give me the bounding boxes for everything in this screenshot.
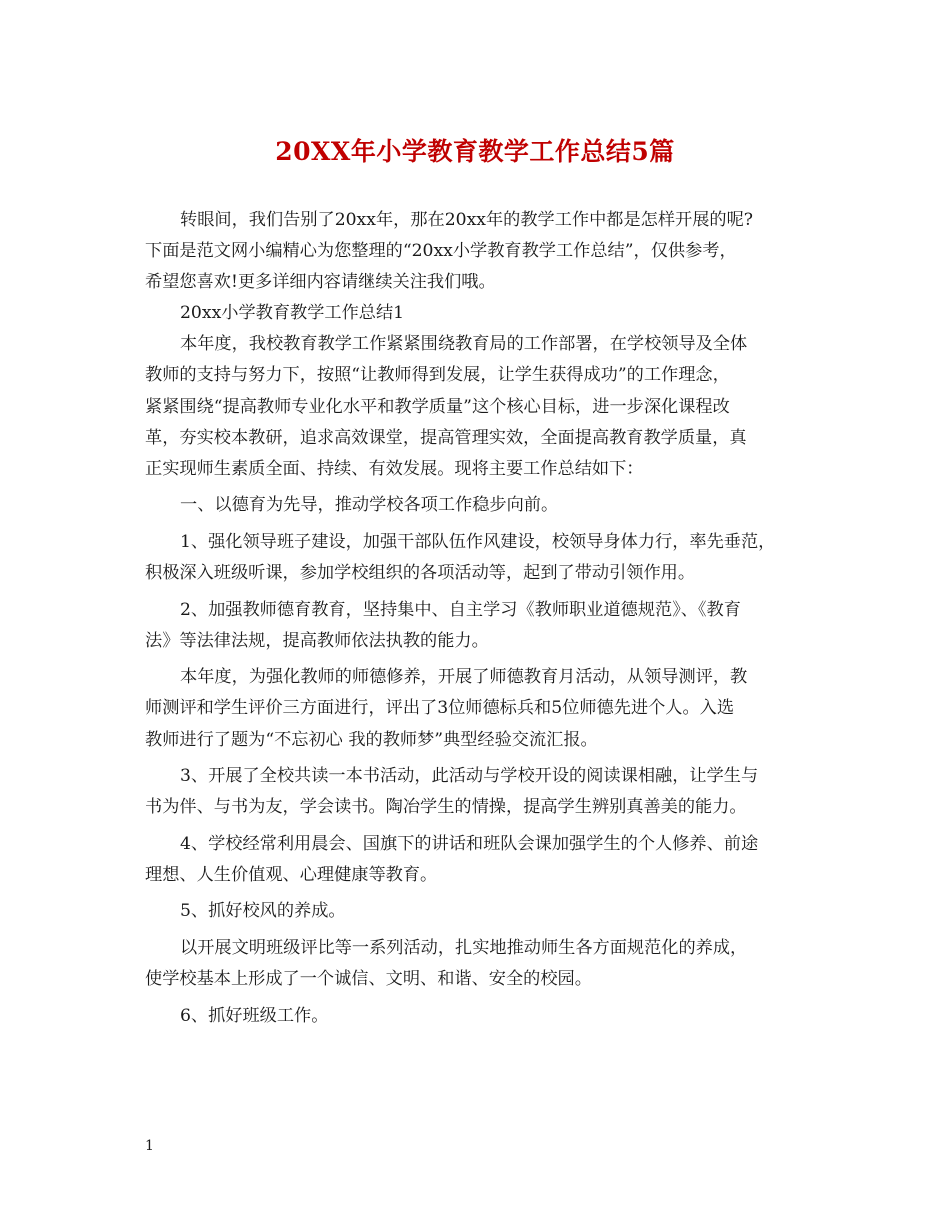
- paragraph-line: 本年度，我校教育教学工作紧紧围绕教育局的工作部署，在学校领导及全体: [180, 334, 748, 355]
- intro-line: 下面是范文网小编精心为您整理的“20xx小学教育教学工作总结”，仅供参考，: [145, 241, 737, 262]
- list-item-2: [145, 595, 815, 657]
- paragraph-line: 以开展文明班级评比等一系列活动，扎实地推动师生各方面规范化的养成，: [180, 938, 748, 959]
- intro-line: 希望您喜欢!更多详细内容请继续关注我们哦。: [145, 272, 496, 293]
- paragraph-line: 使学校基本上形成了一个诚信、文明、和谐、安全的校园。: [145, 969, 592, 990]
- paragraph-line: 革，夯实校本教研，追求高效课堂，提高管理实效，全面提高教育教学质量，真: [145, 427, 747, 448]
- list-item-4: [145, 829, 815, 891]
- list-item-3: [145, 761, 815, 823]
- paragraph-overview: [145, 329, 815, 484]
- section-heading: 20xx小学教育教学工作总结1: [180, 303, 405, 324]
- intro-paragraph: [145, 205, 815, 298]
- document-title: 20XX年小学教育教学工作总结5篇: [275, 137, 675, 166]
- paragraph-line: 积极深入班级听课，参加学校组织的各项活动等，起到了带动引领作用。: [145, 563, 696, 584]
- intro-line: 转眼间，我们告别了20xx年，那在20xx年的教学工作中都是怎样开展的呢?: [180, 210, 753, 230]
- paragraph-line: 理想、人生价值观、心理健康等教育。: [145, 864, 438, 885]
- list-item-5: 5、抓好校风的养成。: [180, 901, 346, 922]
- paragraph-line: 书为伴、与书为友，学会读书。陶冶学生的情操，提高学生辨别真善美的能力。: [145, 797, 747, 818]
- paragraph-civilized-class: [145, 933, 815, 995]
- paragraph-line: 4、学校经常利用晨会、国旗下的讲话和班队会课加强学生的个人修养、前途: [180, 833, 759, 854]
- paragraph-line: 2、加强教师德育教育，坚持集中、自主学习《教师职业道德规范》、《教育: [180, 599, 741, 620]
- paragraph-line: 教师进行了题为“不忘初心 我的教师梦”典型经验交流汇报。: [145, 729, 598, 750]
- paragraph-line: 师测评和学生评价三方面进行，评出了3位师德标兵和5位师德先进个人。入选: [145, 698, 735, 719]
- list-item-1: [145, 527, 815, 589]
- paragraph-line: 正实现师生素质全面、持续、有效发展。现将主要工作总结如下：: [145, 458, 644, 479]
- subheading-moral-education: 一、以德育为先导，推动学校各项工作稳步向前。: [180, 495, 559, 516]
- paragraph-line: 3、开展了全校共读一本书活动，此活动与学校开设的阅读课相融，让学生与: [180, 766, 759, 787]
- paragraph-line: 教师的支持与努力下，按照“让教师得到发展，让学生获得成功”的工作理念，: [145, 365, 730, 386]
- page-number: 1: [145, 1138, 154, 1154]
- document-body: [145, 205, 815, 1032]
- paragraph-line: 1、强化领导班子建设，加强干部队伍作风建设，校领导身体力行，率先垂范，: [180, 531, 776, 552]
- paragraph-line: 法》等法律法规，提高教师依法执教的能力。: [145, 630, 489, 651]
- paragraph-line: 紧紧围绕“提高教师专业化水平和教学质量”这个核心目标，进一步深化课程改: [145, 396, 730, 417]
- list-item-6: 6、抓好班级工作。: [180, 1005, 329, 1026]
- paragraph-ethics-month: [145, 662, 815, 755]
- paragraph-line: 本年度，为强化教师的师德修养，开展了师德教育月活动，从领导测评，教: [180, 667, 748, 688]
